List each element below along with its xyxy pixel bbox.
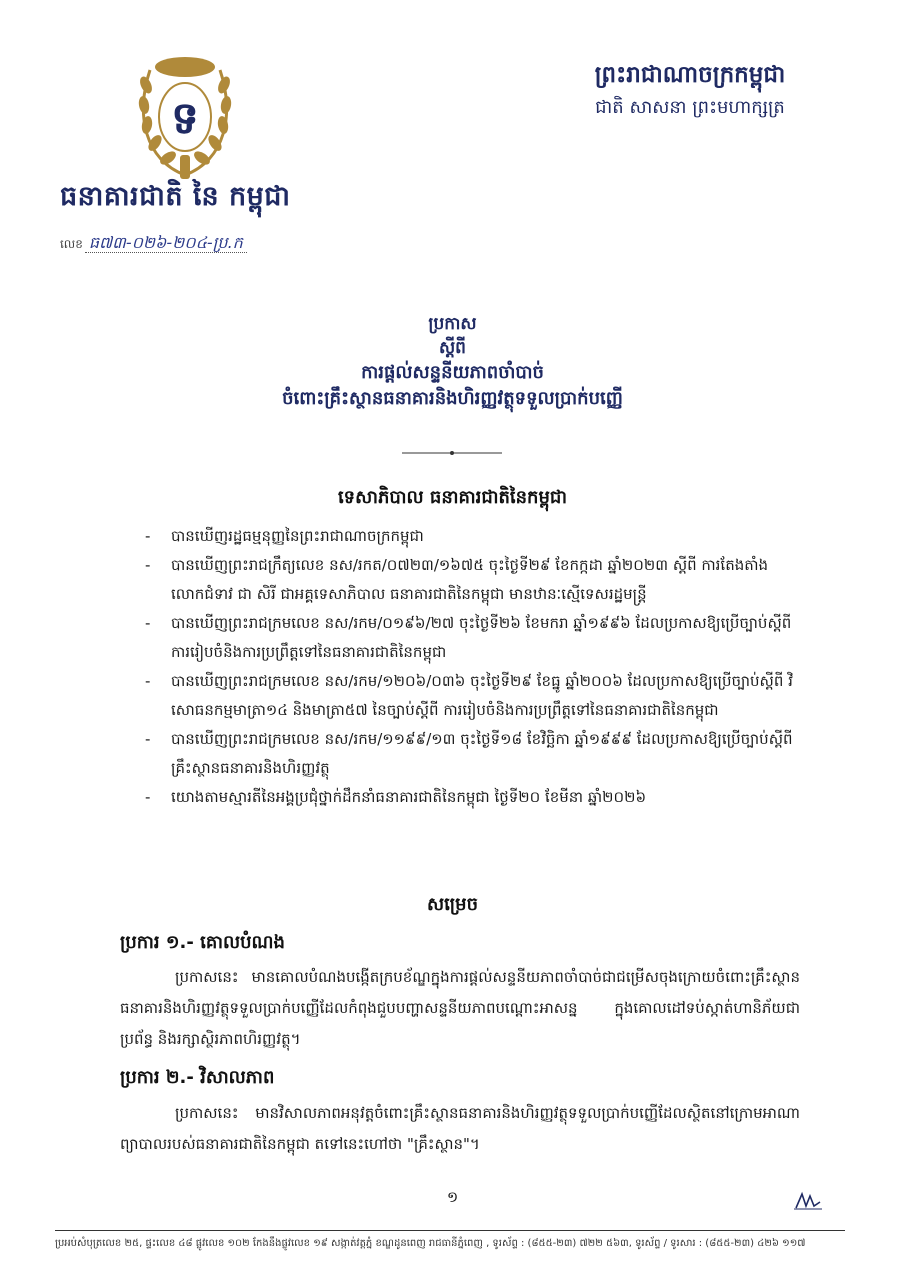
- bank-name: ធនាគារជាតិ នៃ កម្ពុជា: [60, 181, 291, 212]
- article-2-body: ប្រកាសនេះ មានវិសាលភាពអនុវត្តចំពោះគ្រឹះស្ថានធនាគារនិងហិរញ្ញវត្ថុទទួលប្រាក់បញ្ញើដែលស្ថិតនៅក្រោមអាណាព្យាបាលរបស់ធនាគារជាតិនៃកម្ពុជា តទៅនេះហៅថា "គ្រឹះស្ថាន"។: [120, 1104, 800, 1153]
- list-item: - បានឃើញព្រះរាជក្រមលេខ នស/រកម/០១៩៦/២៧ ចុះថ្ងៃទី២៦ ខែមករា ឆ្នាំ១៩៩៦ ដែលប្រកាសឱ្យប្រើច្បាប់ស្តីពី ការរៀបចំនិងការប្រព្រឹត្តទៅនៃធនាគារជាតិនៃកម្ពុជា: [145, 614, 792, 661]
- list-item: - បានឃើញរដ្ឋធម្មនុញ្ញនៃព្រះរាជាណាចក្រកម្ពុជា: [145, 527, 424, 545]
- title-divider-ornament: [402, 448, 502, 458]
- list-item: - បានឃើញព្រះរាជក្រឹត្យលេខ នស/រកត/០៧២៣/១៦៧៥ ចុះថ្ងៃទី២៩ ខែកក្កដា ឆ្នាំ២០២៣ ស្តីពី ការតែងតាំង លោកជំទាវ ជា សិរី ជាអគ្គទេសាភិបាល ធនាគារជាតិនៃកម្ពុជា មានឋានៈស្មើទេសរដ្ឋមន្ត្រី: [145, 556, 769, 603]
- reference-number: ធ៧៣-០២៦-២០៤-ប្រ.ក: [85, 233, 247, 253]
- reference-label: លេខ: [60, 237, 83, 251]
- svg-text:ទ: ទ: [171, 93, 199, 144]
- decision-heading: សម្រេច: [426, 894, 479, 915]
- list-item: - បានឃើញព្រះរាជក្រមលេខ នស/រកម/១១៩៩/១៣ ចុះថ្ងៃទី១៨ ខែវិច្ឆិកា ឆ្នាំ១៩៩៩ ដែលប្រកាសឱ្យប្រើច្បាប់ស្តីពី គ្រឹះស្ថានធនាគារនិងហិរញ្ញវត្ថុ: [145, 730, 793, 777]
- title-type: ប្រកាស: [428, 314, 477, 334]
- list-item: - យោងតាមស្មារតីនៃអង្គប្រជុំថ្នាក់ដឹកនាំធនាគារជាតិនៃកម្ពុជា ថ្ងៃទី២០ ខែមីនា ឆ្នាំ២០២៦: [145, 788, 647, 806]
- kingdom-motto: [555, 60, 825, 122]
- national-motto: ជាតិ សាសនា ព្រះមហាក្សត្រ: [595, 97, 785, 118]
- title-subject: ការផ្តល់សន្ទនីយភាពចាំបាច់: [361, 362, 544, 383]
- reference-number-line: [60, 232, 247, 256]
- kingdom-name: ព្រះរាជាណាចក្រកម្ពុជា: [594, 62, 786, 88]
- footer-divider: [55, 1230, 845, 1231]
- article-2-heading: ប្រការ ២.- វិសាលភាព: [120, 1067, 275, 1088]
- bank-emblem-logo: [130, 45, 240, 185]
- document-title: [0, 312, 905, 412]
- article-1-body: ប្រកាសនេះ មានគោលបំណងបង្កើតក្របខ័ណ្ឌក្នុងការផ្តល់សន្ទនីយភាពចាំបាច់ជាជម្រើសចុងក្រោយចំពោះគ្រឹះស្ថានធនាគារនិងហិរញ្ញវត្ថុទទួលប្រាក់បញ្ញើដែលកំពុងជួបបញ្ហាសន្ទនីយភាពបណ្តោះអាសន្ន ក្នុងគោលដៅទប់ស្កាត់ហានិភ័យជាប្រព័ន្ធ និងរក្សាស្ថិរភាពហិរញ្ញវត្ថុ។: [120, 968, 800, 1048]
- issuer-heading: ទេសាភិបាល ធនាគារជាតិនៃកម្ពុជា: [337, 487, 568, 508]
- title-on: ស្តីពី: [439, 338, 466, 358]
- handwritten-initials: [792, 1188, 824, 1212]
- considerations-list: [145, 522, 795, 812]
- title-subject-target: ចំពោះគ្រឹះស្ថានធនាគារនិងហិរញ្ញវត្ថុទទួលប្រាក់បញ្ញើ: [282, 388, 623, 409]
- page-number: ១: [446, 1188, 459, 1206]
- list-item: - បានឃើញព្រះរាជក្រមលេខ នស/រកម/១២០៦/០៣៦ ចុះថ្ងៃទី២៩ ខែធ្នូ ឆ្នាំ២០០៦ ដែលប្រកាសឱ្យប្រើច្បាប់ស្តីពី វិសោធនកម្មមាត្រា១៤ និងមាត្រា៥៧ នៃច្បាប់ស្តីពី ការរៀបចំនិងការប្រព្រឹត្តទៅនៃធនាគារជាតិនៃកម្ពុជា: [145, 672, 793, 719]
- footer-address: ប្រអប់សំបុត្រលេខ ២៥, ផ្ទះលេខ ៤៨ ផ្លូវលេខ ១០២ កែងនឹងផ្លូវលេខ ១៩ សង្កាត់វត្តភ្នំ ខណ្ឌដូនពេញ រាជធានីភ្នំពេញ , ទូរស័ព្ទ : (៨៥៥-២៣) ៧២២ ៥៦៣, ទូរស័ព្ទ / ទូរសារ : (៨៥៥-២៣) ៤២៦ ១១៧: [55, 1238, 806, 1249]
- article-1-heading: ប្រការ ១.- គោលបំណង: [120, 932, 285, 953]
